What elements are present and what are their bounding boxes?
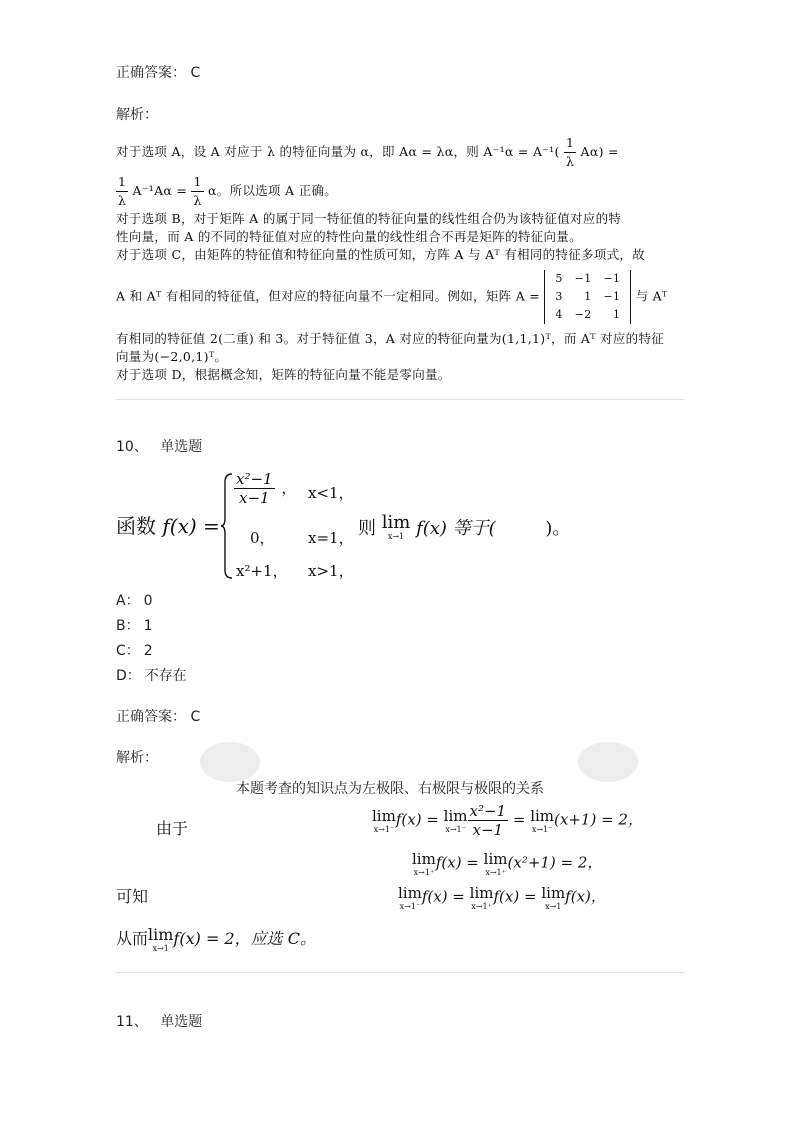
q10-option-c[interactable]: C： 2 xyxy=(116,643,153,659)
q10-option-b[interactable]: B： 1 xyxy=(116,618,153,634)
q10-stem xyxy=(116,470,576,582)
q11-number: 11、 xyxy=(116,1014,148,1030)
q10-eq3: lim x→1⁻ f(x) = lim x→1⁺ f(x) = lim x→1 f(x)， xyxy=(398,884,606,911)
q9-analysis-label: 解析： xyxy=(116,107,158,123)
q10-case2-val: 0， xyxy=(250,529,275,547)
q10-option-a[interactable]: A： 0 xyxy=(116,593,153,609)
q10-stem-prefix: 函数 xyxy=(116,514,156,538)
q10-conclusion: 从而 lim x→1 f(x) = 2，应选 C。 xyxy=(116,925,316,953)
q10-analysis-heading: 本题考查的知识点为左极限、右极限与极限的关系 xyxy=(236,781,544,797)
q10-stem-suffix: 则 lim x→1 f(x) 等于( )。 xyxy=(358,512,571,541)
q9-line4: 性向量，而 A 的不同的特征值对应的特性向量的线性组合不再是矩阵的特征向量。 xyxy=(116,229,582,244)
q11-title xyxy=(116,1011,202,1031)
divider-q9 xyxy=(116,399,684,400)
watermark-logo-icon-2 xyxy=(578,742,638,782)
q9-analysis-image xyxy=(116,134,688,384)
q9-line2: $\frac{1}{\lambda}$ A⁻¹Aα = $\frac{1}{\lambda}$ α。所以选项 A 正确。 xyxy=(118,174,338,208)
q10-case1-cond: x<1， xyxy=(308,484,354,502)
q10-knowing: 可知 xyxy=(116,887,149,906)
q9-matrix: 5 −1 −1 3 1 −1 4 −2 1 xyxy=(544,270,631,324)
q10-option-d[interactable]: D： 不存在 xyxy=(116,668,187,684)
q9-line7: 有相同的特征值 2(二重) 和 3。对于特征值 3，A 对应的特征向量为(1,1,1)ᵀ，而 Aᵀ 对应的特征 xyxy=(116,331,665,346)
q10-case3-val: x²+1， xyxy=(236,562,288,580)
q9-answer-value: C xyxy=(190,65,201,81)
q10-number: 10、 xyxy=(116,439,148,455)
q10-answer-value: C xyxy=(190,709,201,725)
q10-answer-row xyxy=(116,706,200,726)
divider-q10 xyxy=(116,972,684,973)
q10-stem-f: f(x) = xyxy=(162,514,220,538)
q10-eq2: lim x→1⁺ f(x) = lim x→1⁺ (x²+1) = 2， xyxy=(412,850,603,877)
q10-case3-cond: x>1， xyxy=(308,562,354,580)
q9-line1-frac: $\frac{1}{\lambda}$ xyxy=(565,135,575,169)
q10-case2-cond: x=1， xyxy=(308,529,354,547)
watermark-logo-icon xyxy=(200,742,260,782)
q9-line3: 对于选项 B，对于矩阵 A 的属于同一特征值的特征向量的线性组合仍为该特征值对应的特 xyxy=(116,211,622,226)
q9-line1: 对于选项 A，设 A 对应于 λ 的特征向量为 α，即 Aα = λα，则 A⁻¹α = A⁻¹( $\frac{1}{\lambda}$ Aα) = xyxy=(116,135,619,169)
q10-analysis-image xyxy=(116,740,686,962)
q10-eq1: lim x→1⁻ f(x) = lim x→1⁻ $\frac{\text{x²−1}}{x-1}$ = lim x→1⁻ (x+1) = 2， xyxy=(372,802,643,839)
q10-since: 由于 xyxy=(156,819,189,838)
q9-answer-row xyxy=(116,62,200,82)
q9-line6: A 和 Aᵀ 有相同的特征值，但对应的特征向量不一定相同。例如，矩阵 A = 5 −1 −1 3 1 −1 4 −2 1 与 Aᵀ xyxy=(116,270,688,324)
q9-answer-label: 正确答案： xyxy=(116,65,186,81)
q10-type: 单选题 xyxy=(160,439,203,455)
q9-line5: 对于选项 C，由矩阵的特征值和特征向量的性质可知，方阵 A 与 Aᵀ 有相同的特征多项式，故 xyxy=(116,247,646,262)
q10-brace-icon xyxy=(220,472,234,580)
q9-line8: 向量为(−2,0,1)ᵀ。 xyxy=(116,349,228,364)
q10-answer-label: 正确答案： xyxy=(116,709,186,725)
q9-line9: 对于选项 D，根据概念知，矩阵的特征向量不能是零向量。 xyxy=(116,367,451,382)
q10-analysis-label: 解析： xyxy=(116,750,158,766)
q10-title xyxy=(116,436,202,456)
q11-type: 单选题 xyxy=(160,1014,203,1030)
q10-case1: $\frac{\text{x²−1}}{x-1}$ ， xyxy=(236,470,297,507)
